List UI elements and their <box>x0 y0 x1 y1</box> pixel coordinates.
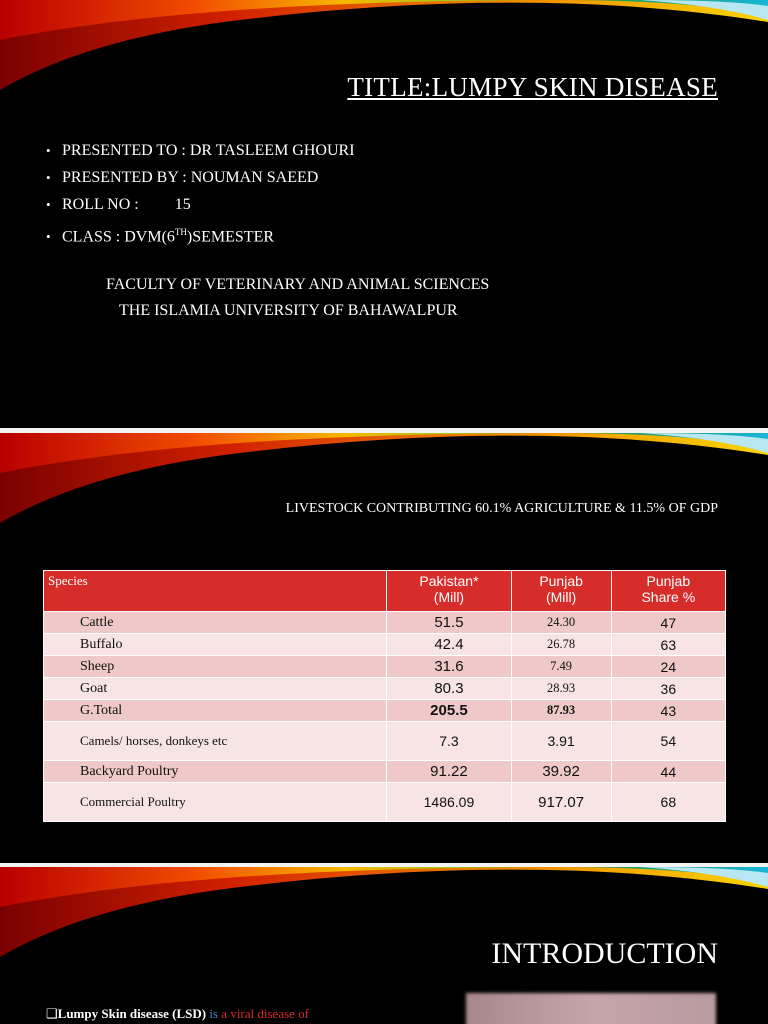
pakistan-cell: 91.22 <box>387 761 511 783</box>
punjab-cell: 917.07 <box>511 783 611 822</box>
table-row <box>44 761 726 783</box>
punjab-cell: 24.30 <box>511 612 611 634</box>
bullet-icon: • <box>46 143 51 158</box>
header-species: Species <box>44 571 387 612</box>
presented-to-text: PRESENTED TO : DR TASLEEM GHOURI <box>62 142 355 159</box>
bullet-icon: • <box>46 170 51 185</box>
share-cell: 44 <box>611 761 725 783</box>
table-row <box>44 722 726 761</box>
punjab-cell: 26.78 <box>511 634 611 656</box>
species-cell: Sheep <box>44 656 387 678</box>
lsd-blue-text: is <box>209 1006 219 1021</box>
table-row <box>44 612 726 634</box>
introduction-title: INTRODUCTION <box>491 937 718 970</box>
share-cell: 68 <box>611 783 725 822</box>
lsd-image <box>466 993 716 1024</box>
lsd-red-text: a viral disease of <box>221 1006 310 1021</box>
intro-bullet-text <box>46 1006 309 1022</box>
punjab-cell: 7.49 <box>511 656 611 678</box>
pakistan-cell: 7.3 <box>387 722 511 761</box>
presented-by-text: PRESENTED BY : NOUMAN SAEED <box>62 169 319 186</box>
roll-no-label: ROLL NO : <box>62 196 139 213</box>
livestock-heading: LIVESTOCK CONTRIBUTING 60.1% AGRICULTURE & 11.5% OF GDP <box>285 501 718 516</box>
punjab-cell: 28.93 <box>511 678 611 700</box>
species-cell: Cattle <box>44 612 387 634</box>
bullet-icon: • <box>46 229 51 245</box>
class-superscript: TH <box>174 227 187 237</box>
species-cell: Backyard Poultry <box>44 761 387 783</box>
punjab-cell: 87.93 <box>511 700 611 722</box>
list-item <box>46 222 355 249</box>
faculty-name: FACULTY OF VETERINARY AND ANIMAL SCIENCES <box>106 276 490 293</box>
share-cell: 24 <box>611 656 725 678</box>
bullet-icon: • <box>46 197 51 212</box>
pakistan-cell: 51.5 <box>387 612 511 634</box>
species-cell: Commercial Poultry <box>44 783 387 822</box>
pakistan-cell: 1486.09 <box>387 783 511 822</box>
roll-no-value: 15 <box>174 196 191 213</box>
table-header-row <box>44 571 726 612</box>
punjab-cell: 3.91 <box>511 722 611 761</box>
share-cell: 36 <box>611 678 725 700</box>
share-cell: 63 <box>611 634 725 656</box>
list-item <box>46 195 355 222</box>
slide-title <box>0 0 768 428</box>
swoosh-decoration <box>0 433 768 533</box>
share-cell: 43 <box>611 700 725 722</box>
header-pakistan: Pakistan* (Mill) <box>387 571 511 612</box>
checkbox-bullet-icon: ❑ <box>46 1006 58 1021</box>
list-item <box>46 141 355 168</box>
university-name: THE ISLAMIA UNIVERSITY OF BAHAWALPUR <box>119 302 458 319</box>
slide-livestock <box>0 433 768 863</box>
class-text: CLASS : DVM(6 <box>62 228 175 246</box>
pakistan-cell: 80.3 <box>387 678 511 700</box>
presenter-info-list <box>46 141 355 249</box>
page-title: TITLE:LUMPY SKIN DISEASE <box>347 72 718 102</box>
livestock-table <box>43 570 726 822</box>
header-punjab: Punjab (Mill) <box>511 571 611 612</box>
share-cell: 54 <box>611 722 725 761</box>
pakistan-cell: 205.5 <box>387 700 511 722</box>
share-cell: 47 <box>611 612 725 634</box>
species-cell: Camels/ horses, donkeys etc <box>44 722 387 761</box>
table-row <box>44 678 726 700</box>
species-cell: Buffalo <box>44 634 387 656</box>
species-cell: G.Total <box>44 700 387 722</box>
pakistan-cell: 31.6 <box>387 656 511 678</box>
table-row <box>44 656 726 678</box>
species-cell: Goat <box>44 678 387 700</box>
list-item <box>46 168 355 195</box>
table-row <box>44 783 726 822</box>
header-share: Punjab Share % <box>611 571 725 612</box>
pakistan-cell: 42.4 <box>387 634 511 656</box>
punjab-cell: 39.92 <box>511 761 611 783</box>
slide-introduction <box>0 867 768 1024</box>
table-row <box>44 634 726 656</box>
class-text-end: )SEMESTER <box>186 228 275 246</box>
table-row <box>44 700 726 722</box>
lsd-bold-text: Lumpy Skin disease (LSD) <box>57 1006 207 1021</box>
